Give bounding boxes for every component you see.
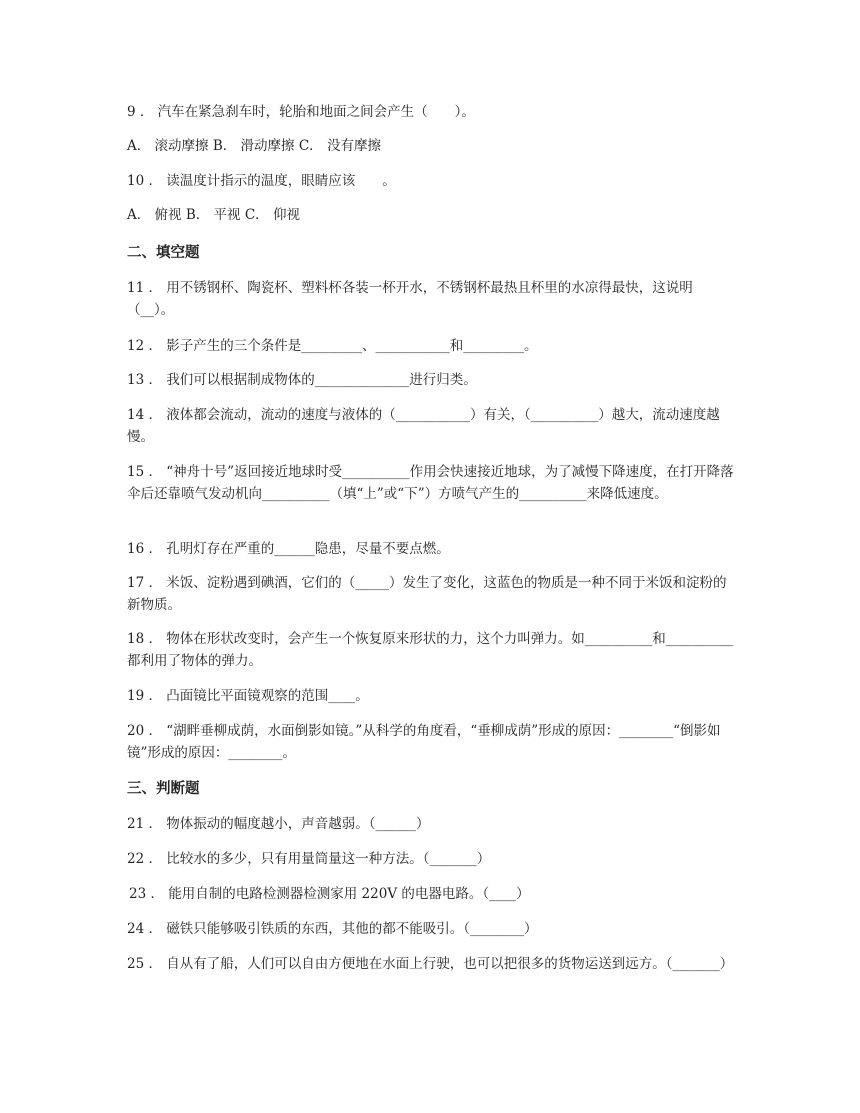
question-25: 25 ． 自从有了船，人们可以自由方便地在水面上行驶，也可以把很多的货物运送到远方。（_______） [127, 956, 734, 972]
question-12: 12 ． 影子产生的三个条件是_________、___________和_________。 [127, 338, 538, 354]
question-9-options: A． 滚动摩擦 B． 滑动摩擦 C． 没有摩擦 [127, 138, 381, 154]
question-16: 16 ． 孔明灯存在严重的______隐患，尽量不要点燃。 [127, 541, 450, 557]
question-19: 19 ． 凸面镜比平面镜观察的范围____。 [127, 688, 369, 704]
question-24: 24 ． 磁铁只能够吸引铁质的东西，其他的都不能吸引。（________） [127, 921, 538, 937]
question-21: 21 ． 物体振动的幅度越小，声音越弱。（______） [127, 816, 430, 832]
question-10-options: A． 俯视 B． 平视 C． 仰视 [127, 207, 300, 223]
question-14: 14 ． 液体都会流动，流动的速度与液体的（___________）有关，（__________）越大，流动速度越慢。 [127, 407, 720, 445]
question-10: 10 ． 读温度计指示的温度，眼睛应该 。 [127, 173, 396, 189]
question-11: 11 ． 用不锈钢杯、陶瓷杯、塑料杯各装一杯开水，不锈钢杯最热且杯里的水凉得最快，这说明（__）。 [127, 280, 693, 318]
question-9: 9 ． 汽车在紧急刹车时，轮胎和地面之间会产生（ ）。 [127, 104, 475, 120]
question-13: 13 ． 我们可以根据制成物体的______________进行归类。 [127, 372, 477, 388]
question-17: 17 ． 米饭、淀粉遇到碘酒，它们的（_____）发生了变化，这蓝色的物质是一种不同于米饭和淀粉的新物质。 [127, 575, 727, 613]
question-22: 22 ． 比较水的多少，只有用量筒量这一种方法。（_______） [127, 851, 491, 867]
question-15: 15 ． “神舟十号”返回接近地球时受__________作用会快速接近地球，为了减慢下降速度，在打开降落伞后还靠喷气发动机向__________（填“上”或“下”）方喷气产生的__________来降低速度。 [127, 464, 734, 502]
section-heading-true-false: 三、判断题 [127, 781, 200, 797]
question-23: 23 ． 能用自制的电路检测器检测家用 220V 的电器电路。（____） [129, 886, 530, 902]
question-18: 18 ． 物体在形状改变时，会产生一个恢复原来形状的力，这个力叫弹力。如__________和__________都利用了物体的弹力。 [127, 631, 734, 669]
section-heading-fill-in: 二、填空题 [127, 245, 200, 261]
question-20: 20 ． “湖畔垂柳成荫，水面倒影如镜。”从科学的角度看，“垂柳成荫”形成的原因：________“倒影如镜”形成的原因：________。 [127, 723, 721, 761]
